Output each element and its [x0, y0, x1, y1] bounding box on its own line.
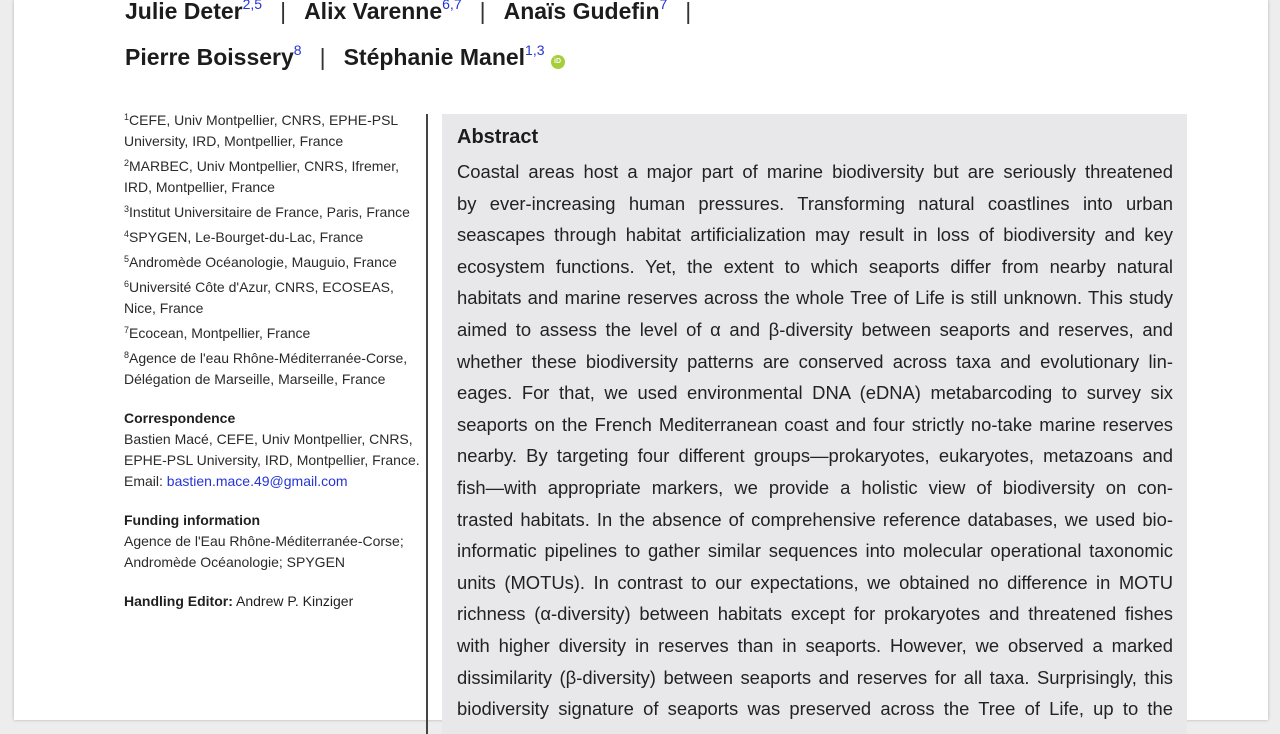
- abstract-line: whether these biodiversity patterns are conserved across taxa and evolutionary lin-: [457, 350, 1173, 372]
- author-line-1: [125, 0, 709, 34]
- handling-editor: Handling Editor: Andrew P. Kinziger: [124, 593, 354, 609]
- author-affiliation-ref[interactable]: 2,5: [242, 0, 263, 12]
- author-name[interactable]: Anaïs Gudefin: [503, 0, 660, 24]
- funding-text: Agence de l'Eau Rhône-Méditerranée-Corse; Andromède Océanologie; SPYGEN: [124, 533, 404, 570]
- correspondence-email-line: Email: bastien.mace.49@gmail.com: [124, 473, 348, 489]
- affiliation-item: $^8$Agence de l'eau Rhône-Méditerranée-Corse, Délégation de Marseille, Marseille, France: [124, 350, 408, 387]
- affiliation-item: $^1$CEFE, Univ Montpellier, CNRS, EPHE-PSL University, IRD, Montpellier, France: [124, 112, 398, 149]
- author-separator: |: [479, 0, 486, 24]
- author-affiliation-ref[interactable]: 8: [293, 42, 302, 58]
- author-list: [125, 0, 709, 80]
- abstract-line: dissimilarity (β-diversity) between seaports and reserves for all taxa. Surprisingly, this: [457, 666, 1173, 688]
- abstract-line: biodiversity signature of seaports was preserved across the Tree of Life, up to the: [457, 698, 1173, 720]
- abstract-line: informatic pipelines to gather similar sequences into molecular operational taxonomic: [457, 540, 1173, 562]
- author-separator: |: [319, 44, 326, 70]
- abstract-text: [457, 156, 1173, 725]
- affiliation-item: $^7$Ecocean, Montpellier, France: [124, 325, 311, 341]
- affiliations-column: [124, 110, 424, 612]
- paper-page: [14, 0, 1268, 720]
- abstract-line: nearby. By targeting four different groups—prokaryotes, eukaryotes, metazoans and: [457, 445, 1173, 467]
- author-separator: |: [685, 0, 692, 24]
- affiliation-item: $^3$Institut Universitaire de France, Paris, France: [124, 204, 410, 220]
- author-line-2: [125, 34, 709, 80]
- abstract-line: with higher diversity in reserves than in seaports. However, we observed a marked: [457, 634, 1173, 656]
- orcid-icon[interactable]: iD: [551, 55, 565, 69]
- email-link[interactable]: bastien.mace.49@gmail.com: [166, 473, 348, 489]
- affiliation-item: $^5$Andromède Océanologie, Mauguio, France: [124, 254, 397, 270]
- funding-title: Funding information: [124, 512, 261, 528]
- author-name[interactable]: Julie Deter: [125, 0, 243, 24]
- affiliation-item: $^6$Université Côte d'Azur, CNRS, ECOSEAS, Nice, France: [124, 279, 394, 316]
- column-divider: [426, 114, 428, 734]
- author-affiliation-ref[interactable]: 1,3: [525, 42, 545, 58]
- abstract-title: Abstract: [457, 126, 539, 148]
- abstract-line: Coastal areas host a major part of marine biodiversity but are seriously threatened: [457, 161, 1173, 182]
- affiliation-item: $^2$MARBEC, Univ Montpellier, CNRS, Ifremer, IRD, Montpellier, France: [124, 158, 399, 195]
- author-affiliation-ref[interactable]: 6,7: [442, 0, 462, 12]
- author-affiliation-ref[interactable]: 7: [659, 0, 668, 12]
- author-name[interactable]: Stéphanie Manel: [343, 44, 526, 70]
- abstract-line: ecosystem functions. Yet, the extent to which seaports differ from nearby natural: [457, 255, 1173, 277]
- abstract-line: habitats and marine reserves across the whole Tree of Life is still unknown. This study: [457, 287, 1173, 309]
- abstract-line: by ever-increasing human pressures. Transforming natural coastlines into urban: [457, 192, 1173, 214]
- author-name[interactable]: Pierre Boissery: [125, 44, 294, 70]
- abstract-line: units (MOTUs). In contrast to our expectations, we obtained no difference in MOTU: [457, 571, 1173, 593]
- abstract-line: eages. For that, we used environmental DNA (eDNA) metabarcoding to survey six: [457, 382, 1173, 404]
- author-separator: |: [280, 0, 287, 24]
- abstract-line: trasted habitats. In the absence of comprehensive reference databases, we used bio-: [457, 508, 1173, 530]
- author-name[interactable]: Alix Varenne: [304, 0, 443, 24]
- correspondence-text: Bastien Macé, CEFE, Univ Montpellier, CNRS, EPHE-PSL University, IRD, Montpellier, France.: [124, 431, 420, 468]
- abstract-line: seaports on the French Mediterranean coast and four strictly no-take marine reserves: [457, 413, 1173, 435]
- affiliation-item: $^4$SPYGEN, Le-Bourget-du-Lac, France: [124, 229, 364, 245]
- abstract-line: seascapes through habitat artificialization may result in loss of biodiversity and key: [457, 224, 1173, 246]
- abstract-line: richness (α-diversity) between habitats except for prokaryotes and threatened fishes: [457, 603, 1173, 625]
- abstract-line: fish—with appropriate markers, we provide a holistic view of biodiversity on con-: [457, 476, 1173, 498]
- abstract-line: aimed to assess the level of α and β-diversity between seaports and reserves, and: [457, 318, 1173, 340]
- abstract-box: [442, 114, 1187, 734]
- correspondence-title: Correspondence: [124, 410, 236, 426]
